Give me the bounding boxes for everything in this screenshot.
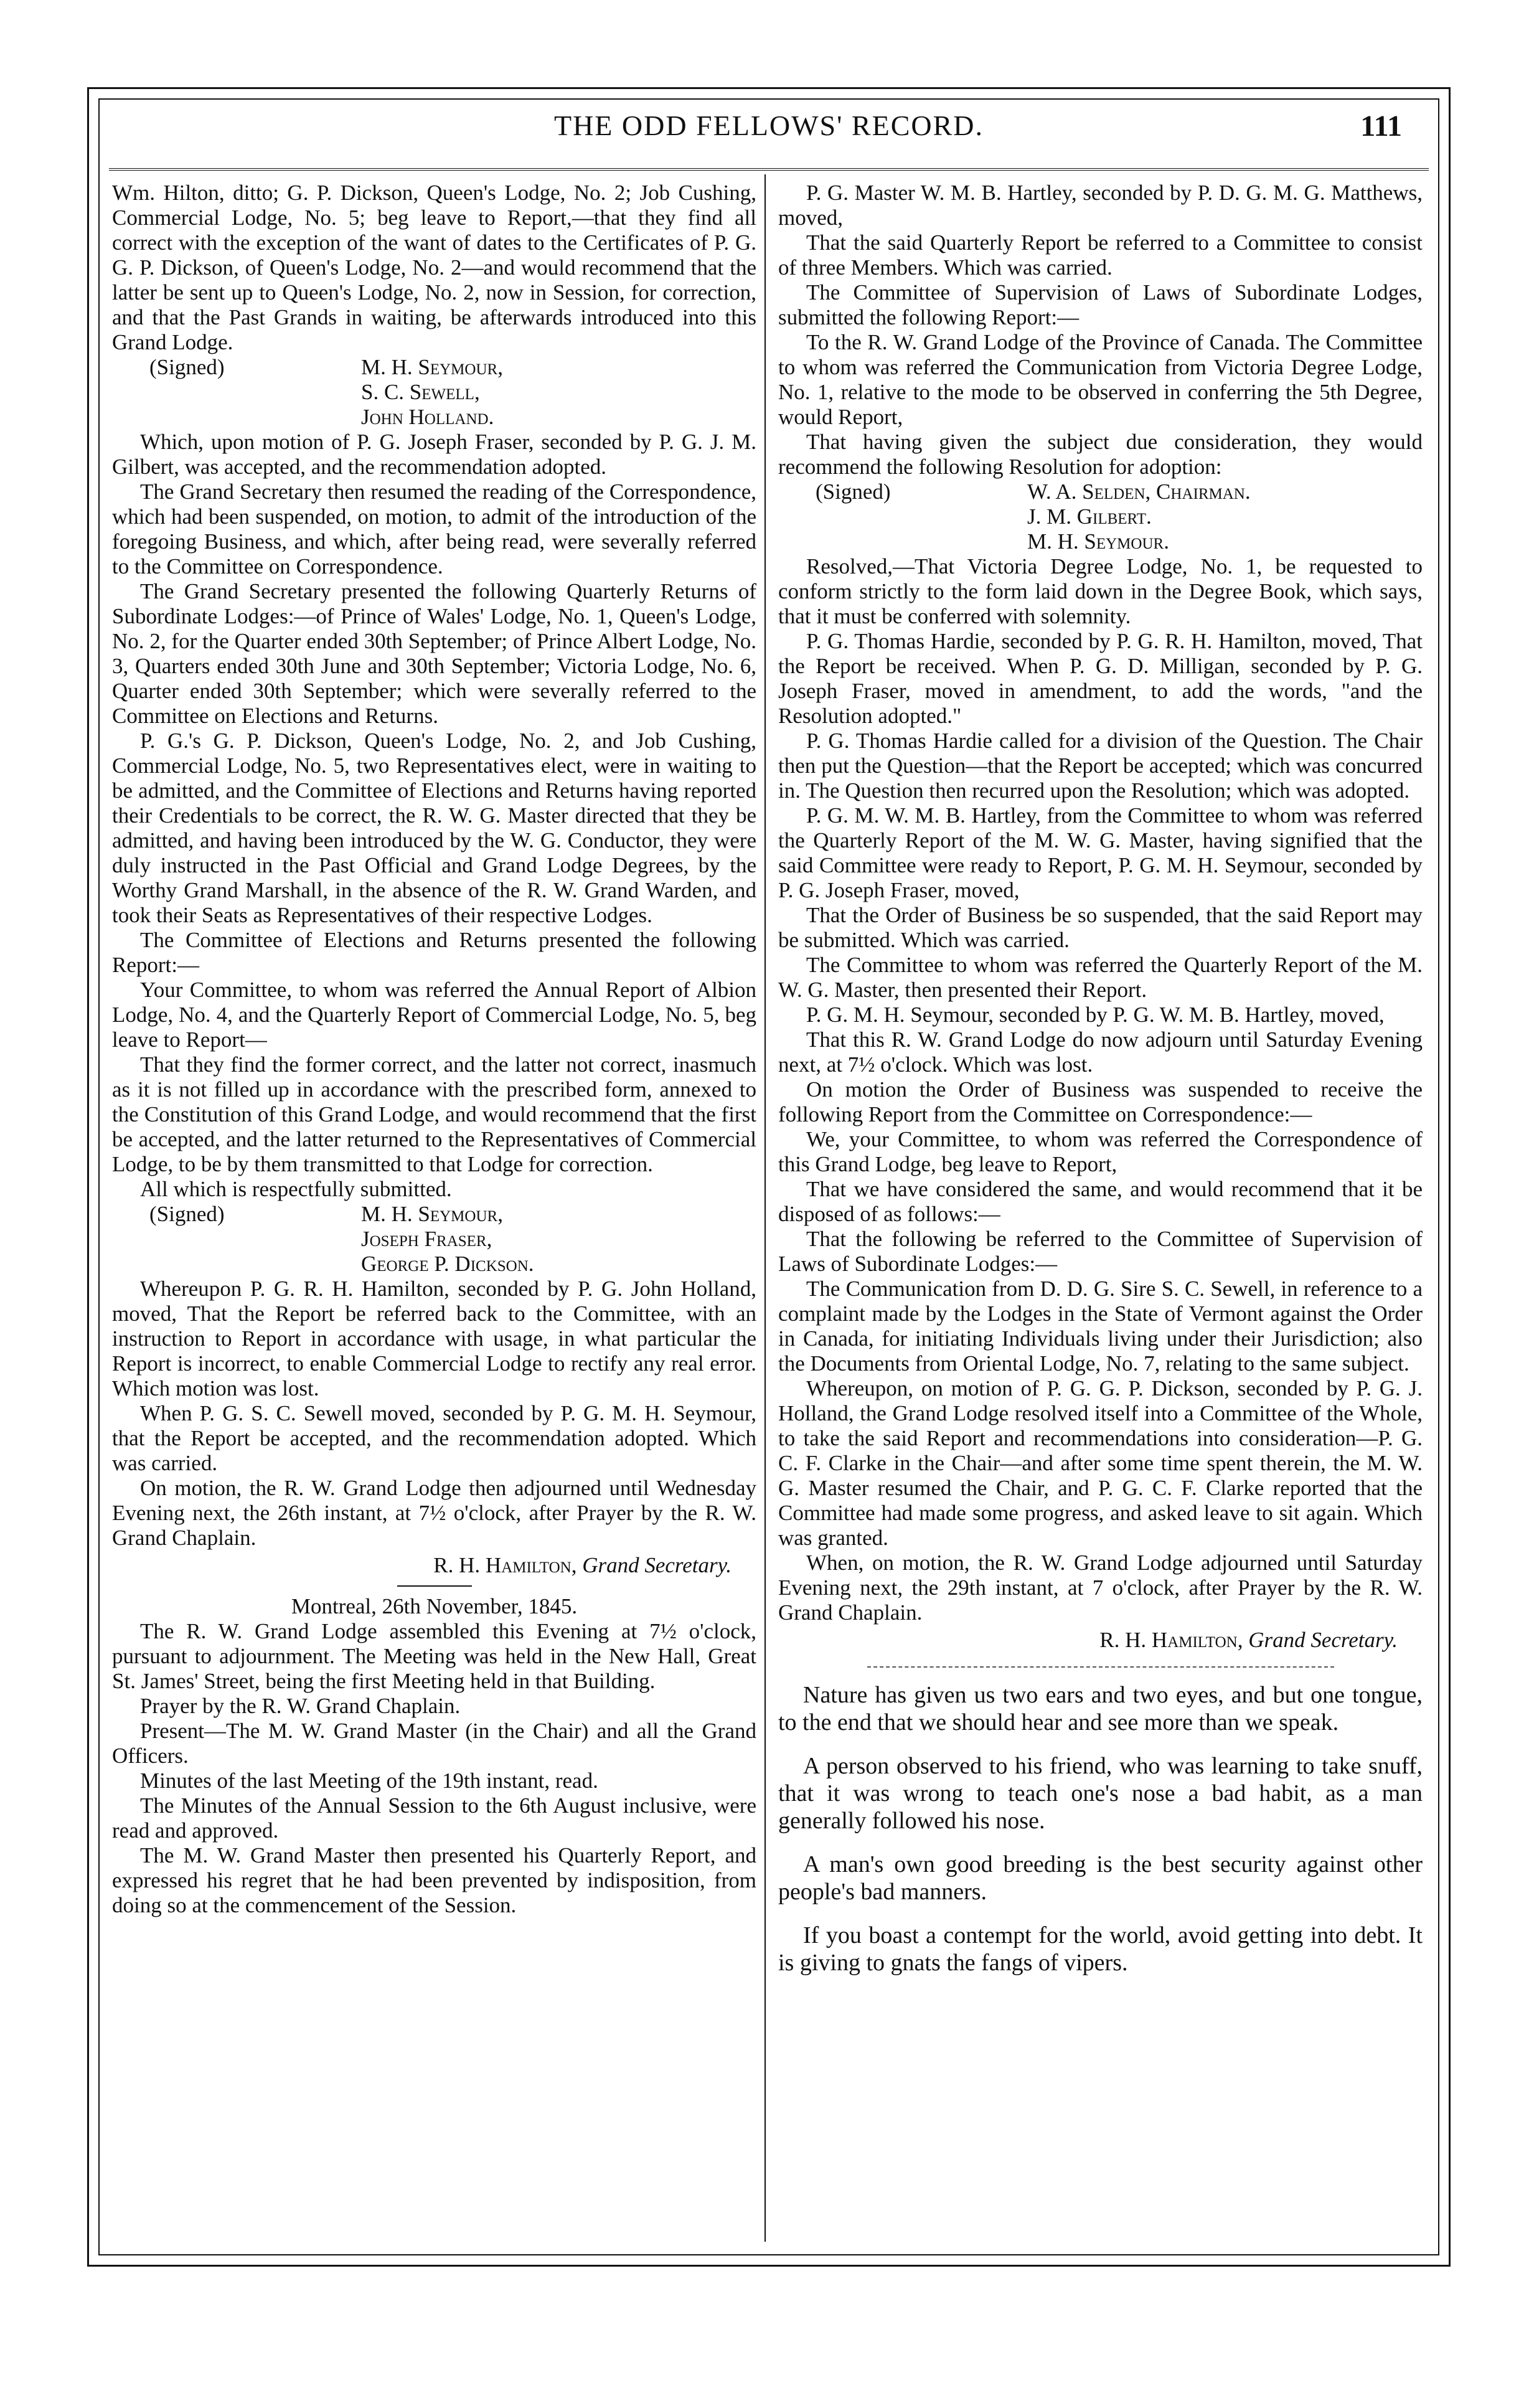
paragraph: Prayer by the R. W. Grand Chaplain. bbox=[140, 1694, 461, 1718]
left-column bbox=[112, 181, 756, 2254]
maxim: If you boast a contempt for the world, avoid getting into debt. It is giving to gnats the fangs of vipers. bbox=[778, 1922, 1423, 1976]
paragraph: Wm. Hilton, ditto; G. P. Dickson, Queen's Lodge, No. 2; Job Cushing, Commercial Lodge, No. 5; beg leave to Report,—that they find all correct with the exception of the want of dates to the Certificates of P. G. G. P. Dickson, of Queen's Lodge, No. 2—and would recommend that the latter be sent up to Queen's Lodge, No. 2, now in Session, for correction, and that the Past Grands in waiting, be afterwards introduced into this Grand Lodge. bbox=[112, 181, 756, 354]
paragraph: On motion, the R. W. Grand Lodge then adjourned until Wednesday Evening next, the 26th instant, at 7½ o'clock, after Prayer by the R. W. Grand Chaplain. bbox=[112, 1476, 756, 1550]
paragraph: The Grand Secretary then resumed the reading of the Correspondence, which had been suspended, on motion, to admit of the introduction of the foregoing Business, and which, after being read, were severally referred to the Committee on Correspondence. bbox=[112, 479, 756, 578]
paragraph: P. G. Thomas Hardie called for a division of the Question. The Chair then put the Question—that the Report be accepted; which was concurred in. The Question then recurred upon the Resolution; which was adopted. bbox=[778, 729, 1423, 803]
running-title: THE ODD FELLOWS' RECORD. bbox=[553, 110, 984, 141]
paragraph: That the said Quarterly Report be referred to a Committee to consist of three Members. Which was carried. bbox=[778, 230, 1423, 280]
signed-label: (Signed) bbox=[149, 1202, 225, 1226]
paragraph: We, your Committee, to whom was referred the Correspondence of this Grand Lodge, beg leave to Report, bbox=[778, 1127, 1423, 1176]
section-rule bbox=[397, 1585, 472, 1587]
paragraph: To the R. W. Grand Lodge of the Province of Canada. The Committee to whom was referred the Communication from Victoria Degree Lodge, No. 1, relative to the mode to be observed in conferring the 5th Degree, would Report, bbox=[778, 330, 1423, 429]
header-rule bbox=[109, 168, 1429, 171]
paragraph: That they find the former correct, and the latter not correct, inasmuch as it is not filled up in accordance with the prescribed form, annexed to the Constitution of this Grand Lodge, and would recommend that the first be accepted, and the latter returned to the Representatives of Commercial Lodge, to be by them transmitted to that Lodge for correction. bbox=[112, 1052, 756, 1176]
signatory: J. M. Gilbert. bbox=[1027, 504, 1152, 529]
paragraph: Present—The M. W. Grand Master (in the Chair) and all the Grand Officers. bbox=[112, 1719, 756, 1768]
paragraph: P. G. M. W. M. B. Hartley, from the Committee to whom was referred the Quarterly Report of the M. W. G. Master, having signified that the said Committee were ready to Report, P. G. M. H. Seymour, seconded by P. G. Joseph Fraser, moved, bbox=[778, 803, 1423, 902]
paragraph: All which is respectfully submitted. bbox=[140, 1177, 452, 1201]
column-divider bbox=[764, 174, 766, 2242]
signed-label: (Signed) bbox=[149, 355, 225, 379]
secretary-name: R. H. Hamilton, bbox=[433, 1553, 577, 1577]
signatory: Joseph Fraser, bbox=[361, 1227, 492, 1251]
paragraph: Your Committee, to whom was referred the Annual Report of Albion Lodge, No. 4, and the Quarterly Report of Commercial Lodge, No. 5, beg leave to Report— bbox=[112, 978, 756, 1052]
paragraph: The Committee to whom was referred the Quarterly Report of the M. W. G. Master, then presented their Report. bbox=[778, 953, 1423, 1002]
secretary-signature bbox=[778, 1628, 1423, 1653]
paragraph: The Grand Secretary presented the following Quarterly Returns of Subordinate Lodges:—of Prince of Wales' Lodge, No. 1, Queen's Lodge, No. 2, for the Quarter ended 30th September; of Prince Albert Lodge, No. 3, Quarters ended 30th June and 30th September; Victoria Lodge, No. 6, Quarter ended 30th September; which were severally referred to the Committee on Elections and Returns. bbox=[112, 579, 756, 728]
signatory: M. H. Seymour, bbox=[361, 355, 503, 379]
signatory: M. H. Seymour. bbox=[1027, 529, 1169, 554]
paragraph: On motion the Order of Business was suspended to receive the following Report from the Committee on Correspondence:— bbox=[778, 1077, 1423, 1126]
paragraph: When P. G. S. C. Sewell moved, seconded by P. G. M. H. Seymour, that the Report be accepted, and the recommendation adopted. Which was carried. bbox=[112, 1401, 756, 1475]
signatory: John Holland. bbox=[361, 405, 494, 429]
signed-label: (Signed) bbox=[816, 479, 891, 504]
paragraph: P. G. Master W. M. B. Hartley, seconded by P. D. G. M. G. Matthews, moved, bbox=[778, 181, 1423, 230]
paragraph: Whereupon P. G. R. H. Hamilton, seconded by P. G. John Holland, moved, That the Report be referred back to the Committee, with an instruction to Report in accordance with usage, in what particular the Report is incorrect, to enable Commercial Lodge to rectify any real error. Which motion was lost. bbox=[112, 1277, 756, 1400]
signature-block bbox=[112, 355, 756, 430]
page-number: 111 bbox=[1360, 110, 1402, 143]
signatory: M. H. Seymour, bbox=[361, 1202, 503, 1226]
secretary-signature bbox=[112, 1553, 756, 1578]
page-header bbox=[98, 109, 1439, 159]
dateline: Montreal, 26th November, 1845. bbox=[291, 1594, 578, 1618]
paragraph: P. G. Thomas Hardie, seconded by P. G. R. H. Hamilton, moved, That the Report be received. When P. G. D. Milligan, seconded by P. G. Joseph Fraser, moved in amendment, to add the words, "and the Resolution adopted." bbox=[778, 629, 1423, 728]
paragraph: Minutes of the last Meeting of the 19th instant, read. bbox=[140, 1768, 598, 1793]
right-column bbox=[778, 181, 1423, 2254]
paragraph: That we have considered the same, and would recommend that it be disposed of as follows:— bbox=[778, 1177, 1423, 1226]
paragraph: P. G. M. H. Seymour, seconded by P. G. W. M. B. Hartley, moved, bbox=[806, 1003, 1385, 1027]
signature-block bbox=[778, 479, 1423, 554]
signatory: S. C. Sewell, bbox=[361, 380, 480, 404]
signatories bbox=[977, 479, 1423, 554]
signatories bbox=[311, 355, 756, 430]
paragraph: P. G.'s G. P. Dickson, Queen's Lodge, No. 2, and Job Cushing, Commercial Lodge, No. 5, two Representatives elect, were in waiting to be admitted, and the Committee of Elections and Returns having reported their Credentials to be correct, the R. W. G. Master directed that they be admitted, and having been introduced by the W. G. Conductor, they were duly instructed in the Past Official and Grand Lodge Degrees, by the Worthy Grand Marshall, in the absence of the R. W. Grand Warden, and took their Seats as Representatives of their respective Lodges. bbox=[112, 729, 756, 927]
paragraph: Resolved,—That Victoria Degree Lodge, No. 1, be requested to conform strictly to the form laid down in the Degree Book, which says, that it must be conferred with solemnity. bbox=[778, 554, 1423, 628]
miscellany bbox=[778, 1681, 1423, 1976]
paragraph: Whereupon, on motion of P. G. G. P. Dickson, seconded by P. G. J. Holland, the Grand Lodge resolved itself into a Committee of the Whole, to take the said Report and recommendations into consideration—P. G. C. F. Clarke in the Chair—and after some time spent therein, the M. W. G. Master resumed the Chair, and P. G. C. F. Clarke reported that the Committee had made some progress, and asked leave to sit again. Which was granted. bbox=[778, 1376, 1423, 1550]
secretary-title: Grand Secretary. bbox=[1248, 1628, 1398, 1652]
maxim: A man's own good breeding is the best security against other people's bad manners. bbox=[778, 1851, 1423, 1905]
paragraph: That this R. W. Grand Lodge do now adjourn until Saturday Evening next, at 7½ o'clock. Which was lost. bbox=[778, 1027, 1423, 1077]
signatory: George P. Dickson. bbox=[361, 1252, 534, 1276]
paragraph: That having given the subject due consideration, they would recommend the following Resolution for adoption: bbox=[778, 430, 1423, 479]
signatory: W. A. Selden, Chairman. bbox=[1027, 479, 1251, 504]
section-rule bbox=[867, 1666, 1334, 1668]
paragraph: Which, upon motion of P. G. Joseph Fraser, seconded by P. G. J. M. Gilbert, was accepted, and the recommendation adopted. bbox=[112, 430, 756, 479]
paragraph: When, on motion, the R. W. Grand Lodge adjourned until Saturday Evening next, the 29th instant, at 7 o'clock, after Prayer by the R. W. Grand Chaplain. bbox=[778, 1551, 1423, 1625]
paragraph: The Committee of Supervision of Laws of Subordinate Lodges, submitted the following Report:— bbox=[778, 280, 1423, 329]
signature-block bbox=[112, 1202, 756, 1277]
secretary-name: R. H. Hamilton, bbox=[1099, 1628, 1243, 1652]
paragraph: That the following be referred to the Committee of Supervision of Laws of Subordinate Lodges:— bbox=[778, 1227, 1423, 1276]
paragraph: The R. W. Grand Lodge assembled this Evening at 7½ o'clock, pursuant to adjournment. The Meeting was held in the New Hall, Great St. James' Street, being the first Meeting held in that Building. bbox=[112, 1619, 756, 1693]
maxim: A person observed to his friend, who was learning to take snuff, that it was wrong to teach one's nose a bad habit, as a man generally followed his nose. bbox=[778, 1753, 1423, 1834]
paragraph: The M. W. Grand Master then presented his Quarterly Report, and expressed his regret that he had been prevented by indisposition, from doing so at the commencement of the Session. bbox=[112, 1843, 756, 1917]
paragraph: That the Order of Business be so suspended, that the said Report may be submitted. Which was carried. bbox=[778, 903, 1423, 952]
secretary-title: Grand Secretary. bbox=[582, 1553, 732, 1577]
signatories bbox=[311, 1202, 756, 1277]
paragraph: The Communication from D. D. G. Sire S. C. Sewell, in reference to a complaint made by the Lodges in the State of Vermont against the Order in Canada, for initiating Individuals living under their Jurisdiction; also the Documents from Oriental Lodge, No. 7, relating to the same subject. bbox=[778, 1277, 1423, 1376]
paragraph: The Minutes of the Annual Session to the 6th August inclusive, were read and approved. bbox=[112, 1793, 756, 1843]
paragraph: The Committee of Elections and Returns presented the following Report:— bbox=[112, 928, 756, 977]
maxim: Nature has given us two ears and two eyes, and but one tongue, to the end that we should hear and see more than we speak. bbox=[778, 1682, 1423, 1735]
